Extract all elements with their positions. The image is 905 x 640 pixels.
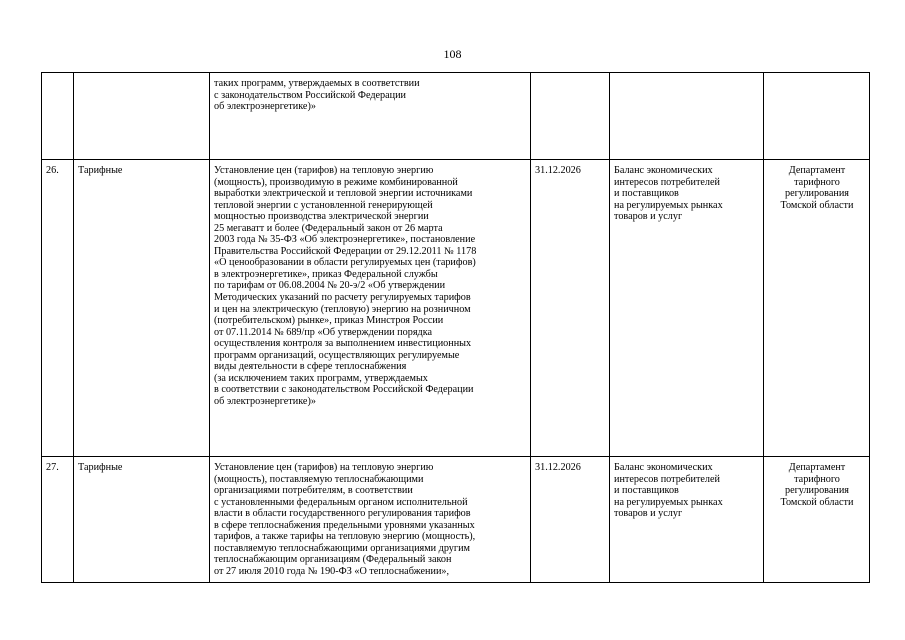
- description-cell-line: от 27 июля 2010 года № 190-ФЗ «О теплоснабжении»,: [214, 565, 450, 577]
- responsible-agency-cell-line: регулирования: [785, 188, 849, 200]
- goal-cell-line: Баланс экономических: [614, 462, 713, 473]
- description-cell-line: организациями потребителям, в соответствии: [214, 485, 413, 497]
- measure-type-cell: Тарифные: [74, 160, 210, 457]
- measure-type-cell: [74, 73, 210, 160]
- description-cell-line: 2003 года № 35-ФЗ «Об электроэнергетике», постановление: [214, 234, 476, 246]
- deadline-date-cell: [531, 73, 610, 160]
- description-cell-line: (потребительском) рынке», приказ Минстроя России: [214, 315, 444, 327]
- description-cell-line: таких программ, утверждаемых в соответствии: [214, 78, 420, 89]
- row-number-cell: [42, 73, 74, 160]
- table-row: [42, 457, 870, 583]
- description-cell-line: от 07.11.2014 № 689/пр «Об утверждении порядка: [214, 326, 433, 338]
- goal-cell-line: Баланс экономических: [614, 165, 713, 176]
- description-cell: [210, 160, 531, 457]
- description-cell-line: в сфере теплоснабжения предельными уровнями указанных: [214, 519, 475, 531]
- deadline-date-cell: 31.12.2026: [531, 160, 610, 457]
- description-cell-line: по тарифам от 06.08.2004 № 20-э/2 «Об утверждении: [214, 280, 446, 292]
- regulation-table: [41, 72, 870, 583]
- description-cell-line: Установление цен (тарифов) на тепловую энергию: [214, 462, 434, 473]
- description-cell-line: власти в области государственного регулирования тарифов: [214, 508, 471, 520]
- goal-cell-line: интересов потребителей: [614, 473, 720, 485]
- table-row: [42, 73, 870, 160]
- description-cell-line: с установленными федеральным органом исполнительной: [214, 496, 468, 508]
- table-body: [42, 73, 870, 583]
- goal-cell: [610, 73, 764, 160]
- description-cell-line: мощностью производства электрической энергии: [214, 211, 429, 223]
- description-cell-line: об электроэнергетике)»: [214, 101, 316, 113]
- description-cell: [210, 73, 531, 160]
- row-number-cell: 27.: [42, 457, 74, 583]
- description-cell-line: и цен на электрическую (тепловую) энергию на розничном: [214, 303, 471, 315]
- responsible-agency-cell: [764, 73, 870, 160]
- description-cell-line: Правительства Российской Федерации от 29.12.2011 № 1178: [214, 245, 477, 257]
- responsible-agency-cell-line: Департамент: [788, 165, 846, 176]
- table-row: [42, 160, 870, 457]
- responsible-agency-cell: [764, 160, 870, 457]
- responsible-agency-cell: [764, 457, 870, 583]
- description-cell-line: в электроэнергетике», приказ Федеральной службы: [214, 268, 438, 280]
- responsible-agency-cell-line: Департамент: [788, 462, 846, 473]
- goal-cell-line: товаров и услуг: [614, 211, 683, 223]
- goal-cell: [610, 160, 764, 457]
- description-cell-line: в соответствии с законодательством Российской Федерации: [214, 384, 474, 396]
- description-cell-line: поставляемую теплоснабжающими организациями другим: [214, 542, 470, 554]
- page-number: 108: [443, 47, 462, 61]
- description-cell-line: программ организаций, осуществляющих регулируемые: [214, 349, 460, 361]
- description-cell-line: теплоснабжающим организациям (Федеральный закон: [214, 554, 452, 566]
- description-cell-line: «О ценообразовании в области регулируемых цен (тарифов): [214, 257, 476, 269]
- measure-type-cell: Тарифные: [74, 457, 210, 583]
- goal-cell-line: товаров и услуг: [614, 508, 683, 520]
- responsible-agency-cell-line: тарифного: [794, 473, 840, 485]
- description-cell-line: тарифов, а также тарифы на тепловую энергию (мощность),: [214, 531, 476, 543]
- responsible-agency-cell-line: Томской области: [780, 496, 854, 508]
- description-cell-line: Установление цен (тарифов) на тепловую энергию: [214, 165, 434, 176]
- goal-cell-line: и поставщиков: [614, 485, 679, 497]
- goal-cell-line: и поставщиков: [614, 188, 679, 200]
- responsible-agency-cell-line: регулирования: [785, 485, 849, 497]
- goal-cell: [610, 457, 764, 583]
- deadline-date-cell: 31.12.2026: [531, 457, 610, 583]
- description-cell-line: тепловой энергии с установленной генерирующей: [214, 199, 433, 211]
- description-cell-line: виды деятельности в сфере теплоснабжения: [214, 361, 407, 373]
- description-cell-line: с законодательством Российской Федерации: [214, 89, 407, 101]
- description-cell-line: (мощность), поставляемую теплоснабжающими: [214, 473, 424, 485]
- goal-cell-line: на регулируемых рынках: [614, 199, 723, 211]
- responsible-agency-cell-line: тарифного: [794, 176, 840, 188]
- responsible-agency-cell-line: Томской области: [780, 199, 854, 211]
- description-cell-line: 25 мегаватт и более (Федеральный закон от 26 марта: [214, 222, 443, 234]
- description-cell-line: (мощность), производимую в режиме комбинированной: [214, 176, 458, 188]
- description-cell-line: осуществления контроля за выполнением инвестиционных: [214, 338, 472, 350]
- description-cell: [210, 457, 531, 583]
- description-cell-line: Методических указаний по расчету регулируемых тарифов: [214, 292, 471, 304]
- description-cell-line: (за исключением таких программ, утверждаемых: [214, 372, 428, 384]
- goal-cell-line: интересов потребителей: [614, 176, 720, 188]
- row-number-cell: 26.: [42, 160, 74, 457]
- goal-cell-line: на регулируемых рынках: [614, 496, 723, 508]
- description-cell-line: об электроэнергетике)»: [214, 395, 316, 407]
- description-cell-line: выработки электрической и тепловой энергии источниками: [214, 188, 473, 200]
